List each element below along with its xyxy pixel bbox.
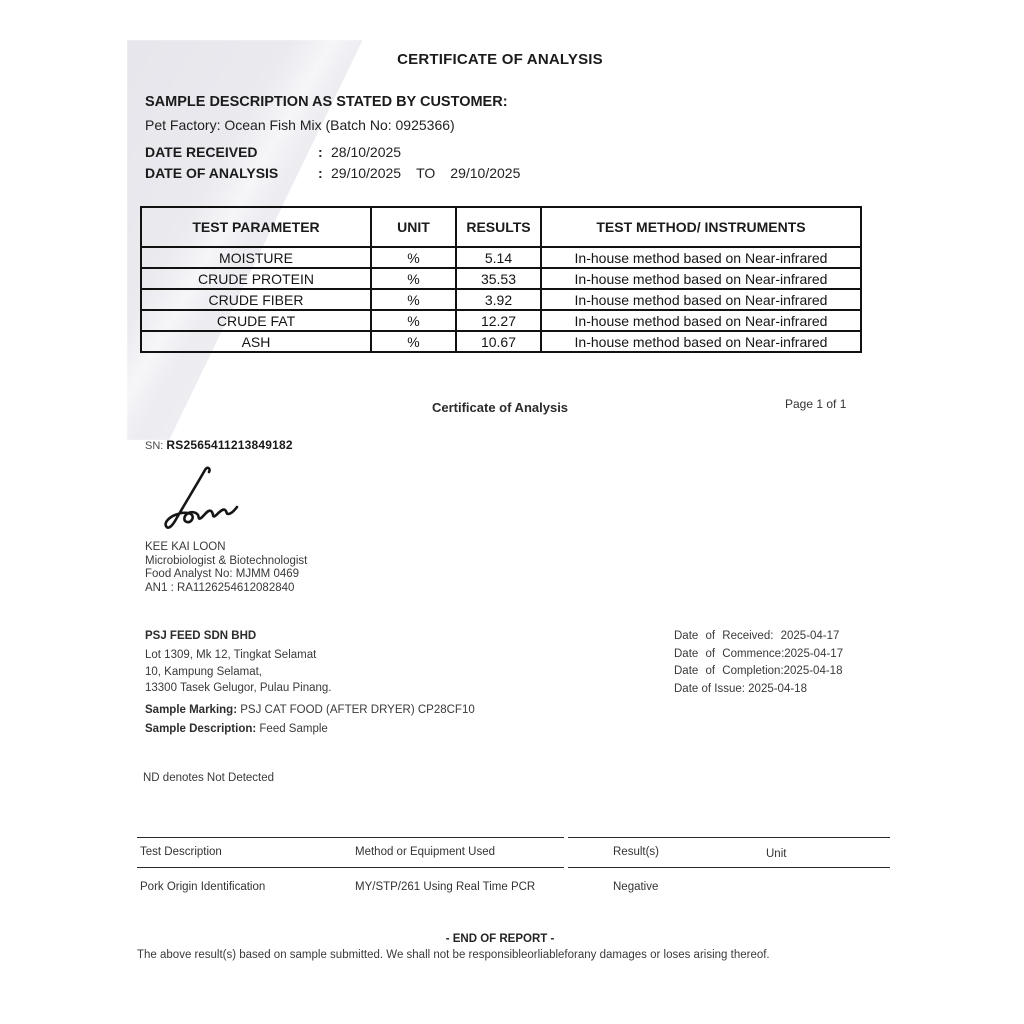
company-address-block [145,630,331,699]
sn-value: RS2565411213849182 [166,438,293,452]
cell-parameter: CRUDE PROTEIN [141,268,371,289]
analyst-an1: AN1 : RA1126254612082840 [145,581,295,594]
sample-description-heading: SAMPLE DESCRIPTION AS STATED BY CUSTOMER: [145,94,508,110]
sample-description-value: Pet Factory: Ocean Fish Mix (Batch No: 0925366) [145,117,455,133]
date-received-value: 28/10/2025 [331,144,402,160]
date-of-commence: Date of Commence:2025-04-17 [674,647,844,660]
page2-title: Certificate of Analysis [431,400,569,415]
company-address-line: 10, Kampung Selamat, [145,665,262,678]
bottom-header-result: Result(s) [613,846,660,858]
table-rule-top-right [568,837,890,838]
cell-result: 3.92 [456,289,541,310]
column-header-test-parameter: TEST PARAMETER [141,207,371,247]
sample-marking-label: Sample Marking: [145,704,238,716]
table-row [141,289,861,310]
date-of-completion: Date of Completion:2025-04-18 [674,665,843,677]
cell-parameter: CRUDE FAT [141,310,371,331]
cell-parameter: CRUDE FIBER [141,289,371,310]
colon-separator: : [318,144,323,160]
date-received-row [145,144,401,160]
cell-result: 5.14 [456,247,541,268]
cell-unit: % [371,289,456,310]
sample-description-label: Sample Description: [145,723,257,735]
cell-parameter: ASH [141,331,371,352]
results-table [140,206,862,353]
analyst-license: Food Analyst No: MJMM 0469 [145,568,300,580]
date-range-to-word: TO [416,165,436,181]
analyst-info-block [145,541,307,595]
column-header-test-method: TEST METHOD/ INSTRUMENTS [541,207,861,247]
page-number-indicator: Page 1 of 1 [785,397,847,411]
company-address-line: Lot 1309, Mk 12, Tingkat Selamat [145,649,317,661]
table-row [141,331,861,352]
sample-marking-value: PSJ CAT FOOD (AFTER DRYER) CP28CF10 [237,704,475,716]
bottom-cell-test-description: Pork Origin Identification [140,881,266,893]
table-rule-mid-right [568,867,890,868]
date-of-analysis-to: 29/10/2025 [450,165,521,181]
bottom-header-method: Method or Equipment Used [355,846,495,858]
cell-unit: % [371,268,456,289]
sn-label: SN: [145,440,164,452]
signature-image [146,466,264,530]
document-title: CERTIFICATE OF ANALYSIS [397,51,603,68]
date-received-label: DATE RECEIVED [145,144,258,160]
colon-separator: : [318,165,323,181]
sample-marking-line [145,704,475,716]
analyst-role: Microbiologist & Biotechnologist [145,554,308,567]
date-of-analysis-row [145,165,520,181]
company-name: PSJ FEED SDN BHD [145,630,257,642]
cell-method: In-house method based on Near-infrared [541,310,861,331]
cell-parameter: MOISTURE [141,247,371,268]
column-header-unit: UNIT [371,207,456,247]
cell-method: In-house method based on Near-infrared [541,268,861,289]
cell-result: 12.27 [456,310,541,331]
bottom-cell-method: MY/STP/261 Using Real Time PCR [355,881,536,893]
table-row [141,268,861,289]
table-rule-top-left [137,837,564,838]
cell-method: In-house method based on Near-infrared [541,289,861,310]
report-dates-block [674,628,843,698]
table-row [141,310,861,331]
bottom-cell-result: Negative [613,881,659,893]
cell-method: In-house method based on Near-infrared [541,331,861,352]
cell-unit: % [371,310,456,331]
date-of-analysis-from: 29/10/2025 [331,165,402,181]
sample-description-value: Feed Sample [256,723,328,735]
end-of-report-marker: - END OF REPORT - [445,933,555,945]
cell-method: In-house method based on Near-infrared [541,247,861,268]
analyst-name: KEE KAI LOON [145,541,226,553]
cell-unit: % [371,331,456,352]
sample-description-line [145,723,328,735]
cell-result: 10.67 [456,331,541,352]
date-of-received: Date of Received: 2025-04-17 [674,630,840,642]
bottom-header-test-description: Test Description [140,846,222,858]
results-table-header-row [141,207,861,247]
cell-result: 35.53 [456,268,541,289]
company-address-line: 13300 Tasek Gelugor, Pulau Pinang. [145,682,332,694]
nd-footnote: ND denotes Not Detected [143,772,275,784]
date-of-issue: Date of Issue: 2025-04-18 [674,682,807,695]
disclaimer-text: The above result(s) based on sample submitted. We shall not be responsibleorliableforany damages or loses arising thereof. [137,949,770,961]
date-of-analysis-label: DATE OF ANALYSIS [145,165,279,181]
serial-number-line [145,438,293,452]
table-row [141,247,861,268]
table-rule-mid-left [137,867,564,868]
column-header-results: RESULTS [456,207,541,247]
cell-unit: % [371,247,456,268]
bottom-header-unit: Unit [766,848,787,860]
